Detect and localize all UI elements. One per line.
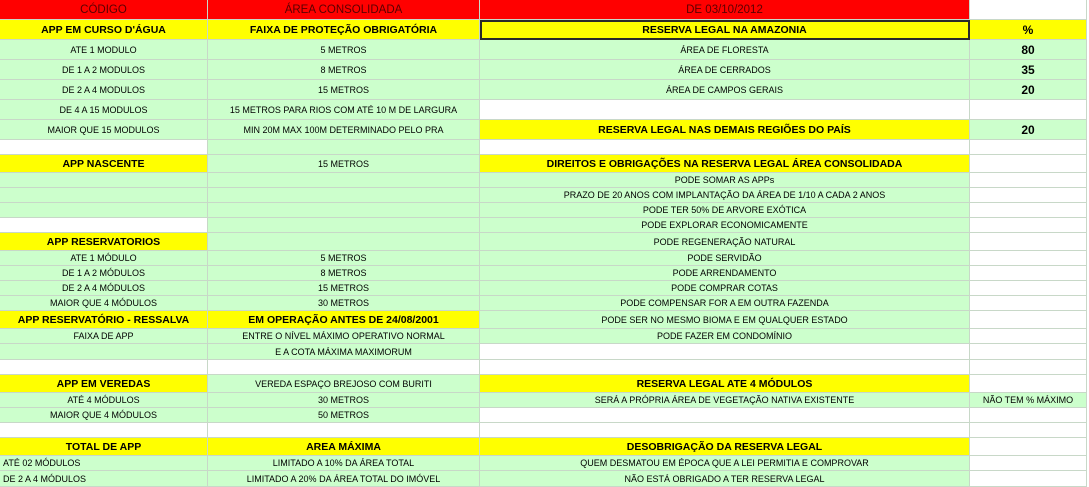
table-row — [0, 218, 1089, 233]
cell-col-a[interactable]: APP EM VEREDAS — [0, 375, 208, 393]
cell-col-a[interactable] — [0, 140, 208, 155]
cell-col-d[interactable] — [970, 173, 1087, 188]
cell-col-d[interactable]: NÃO TEM % MÁXIMO — [970, 393, 1087, 408]
cell-col-d[interactable] — [970, 218, 1087, 233]
cell-col-b[interactable]: 30 METROS — [208, 296, 480, 311]
header-cell-date[interactable]: DE 03/10/2012 — [480, 0, 970, 20]
table-row — [0, 471, 1089, 487]
cell-col-c[interactable] — [480, 344, 970, 360]
cell-col-d[interactable] — [970, 423, 1087, 438]
cell-col-d[interactable] — [970, 203, 1087, 218]
cell-col-d[interactable] — [970, 296, 1087, 311]
cell-col-a[interactable]: DE 2 A 4 MODULOS — [0, 80, 208, 100]
cell-col-b[interactable] — [208, 203, 480, 218]
cell-col-b[interactable]: ENTRE O NÍVEL MÁXIMO OPERATIVO NORMAL — [208, 329, 480, 344]
cell-col-d[interactable] — [970, 471, 1087, 487]
cell-col-b[interactable]: MIN 20M MAX 100M DETERMINADO PELO PRA — [208, 120, 480, 140]
cell-col-a[interactable]: ATÉ 4 MÓDULOS — [0, 393, 208, 408]
cell-col-b[interactable]: 15 METROS PARA RIOS COM ATÉ 10 M DE LARGURA — [208, 100, 480, 120]
cell-col-b[interactable]: LIMITADO A 20% DA ÁREA TOTAL DO IMÓVEL — [208, 471, 480, 487]
table-row — [0, 140, 1089, 155]
cell-col-a[interactable]: ATE 1 MÓDULO — [0, 251, 208, 266]
cell-col-a[interactable]: APP NASCENTE — [0, 155, 208, 173]
cell-col-b[interactable] — [208, 173, 480, 188]
cell-col-a[interactable] — [0, 218, 208, 233]
cell-col-a[interactable] — [0, 188, 208, 203]
cell-col-b[interactable]: AREA MÁXIMA — [208, 438, 480, 456]
table-row — [0, 251, 1089, 266]
table-row — [0, 266, 1089, 281]
header-cell-area-consolidada[interactable]: ÁREA CONSOLIDADA — [208, 0, 480, 20]
table-row — [0, 40, 1089, 60]
cell-col-c[interactable]: RESERVA LEGAL NAS DEMAIS REGIÕES DO PAÍS — [480, 120, 970, 140]
cell-col-b[interactable]: FAIXA DE PROTEÇÃO OBRIGATÓRIA — [208, 20, 480, 40]
cell-col-a[interactable]: TOTAL DE APP — [0, 438, 208, 456]
cell-col-a[interactable]: DE 1 A 2 MODULOS — [0, 60, 208, 80]
cell-col-c[interactable] — [480, 100, 970, 120]
cell-col-d[interactable] — [970, 329, 1087, 344]
cell-col-c[interactable]: PODE FAZER EM CONDOMÍNIO — [480, 329, 970, 344]
table-row — [0, 360, 1089, 375]
cell-col-a[interactable]: FAIXA DE APP — [0, 329, 208, 344]
cell-col-a[interactable]: APP RESERVATORIOS — [0, 233, 208, 251]
cell-col-d[interactable]: 20 — [970, 80, 1087, 100]
cell-col-d[interactable] — [970, 408, 1087, 423]
table-row — [0, 393, 1089, 408]
table-row — [0, 60, 1089, 80]
table-row — [0, 375, 1089, 393]
cell-col-d[interactable] — [970, 188, 1087, 203]
cell-col-a[interactable] — [0, 173, 208, 188]
cell-col-d[interactable] — [970, 100, 1087, 120]
cell-col-c[interactable]: PODE SOMAR AS APPs — [480, 173, 970, 188]
cell-col-c[interactable] — [480, 423, 970, 438]
table-row — [0, 438, 1089, 456]
cell-col-d[interactable] — [970, 155, 1087, 173]
cell-col-a[interactable]: MAIOR QUE 15 MODULOS — [0, 120, 208, 140]
table-row — [0, 456, 1089, 471]
cell-col-b[interactable] — [208, 218, 480, 233]
cell-col-d[interactable]: 20 — [970, 120, 1087, 140]
cell-col-d[interactable] — [970, 360, 1087, 375]
cell-col-b[interactable]: 8 METROS — [208, 60, 480, 80]
cell-col-a[interactable]: DE 1 A 2 MÓDULOS — [0, 266, 208, 281]
cell-col-b[interactable] — [208, 423, 480, 438]
cell-col-c[interactable]: PODE TER 50% DE ARVORE EXÓTICA — [480, 203, 970, 218]
cell-col-b[interactable]: 50 METROS — [208, 408, 480, 423]
cell-col-d[interactable] — [970, 251, 1087, 266]
cell-col-a[interactable]: MAIOR QUE 4 MÓDULOS — [0, 296, 208, 311]
table-row — [0, 423, 1089, 438]
table-row — [0, 329, 1089, 344]
cell-col-b[interactable] — [208, 140, 480, 155]
table-row — [0, 80, 1089, 100]
cell-col-a[interactable]: DE 2 A 4 MÓDULOS — [0, 281, 208, 296]
cell-col-a[interactable] — [0, 344, 208, 360]
cell-col-b[interactable] — [208, 188, 480, 203]
cell-col-a[interactable]: DE 4 A 15 MODULOS — [0, 100, 208, 120]
cell-col-a[interactable]: APP EM CURSO D'ÁGUA — [0, 20, 208, 40]
cell-col-c[interactable]: DIREITOS E OBRIGAÇÕES NA RESERVA LEGAL ÁREA CONSOLIDADA — [480, 155, 970, 173]
cell-col-b[interactable]: LIMITADO A 10% DA ÁREA TOTAL — [208, 456, 480, 471]
cell-col-c[interactable]: PODE EXPLORAR ECONOMICAMENTE — [480, 218, 970, 233]
cell-col-c[interactable]: RESERVA LEGAL ATE 4 MÓDULOS — [480, 375, 970, 393]
cell-col-b[interactable]: EM OPERAÇÃO ANTES DE 24/08/2001 — [208, 311, 480, 329]
cell-col-c[interactable]: PODE ARRENDAMENTO — [480, 266, 970, 281]
table-row — [0, 155, 1089, 173]
cell-col-d[interactable]: % — [970, 20, 1087, 40]
cell-col-a[interactable] — [0, 203, 208, 218]
table-row — [0, 100, 1089, 120]
cell-col-d[interactable]: 35 — [970, 60, 1087, 80]
cell-col-c[interactable]: ÁREA DE FLORESTA — [480, 40, 970, 60]
cell-col-b[interactable]: 15 METROS — [208, 281, 480, 296]
cell-col-b[interactable]: 5 METROS — [208, 251, 480, 266]
cell-col-b[interactable]: 15 METROS — [208, 155, 480, 173]
cell-col-b[interactable]: 8 METROS — [208, 266, 480, 281]
cell-col-c[interactable] — [480, 140, 970, 155]
cell-col-d[interactable] — [970, 311, 1087, 329]
cell-col-b[interactable]: 30 METROS — [208, 393, 480, 408]
cell-col-c[interactable] — [480, 408, 970, 423]
cell-col-b[interactable] — [208, 360, 480, 375]
cell-col-c[interactable]: NÃO ESTÁ OBRIGADO A TER RESERVA LEGAL — [480, 471, 970, 487]
cell-col-c[interactable]: PODE COMPRAR COTAS — [480, 281, 970, 296]
cell-col-b[interactable]: 15 METROS — [208, 80, 480, 100]
cell-col-b[interactable]: E A COTA MÁXIMA MAXIMORUM — [208, 344, 480, 360]
table-row — [0, 173, 1089, 188]
cell-col-c[interactable]: PODE SERVIDÃO — [480, 251, 970, 266]
cell-col-c[interactable]: SERÁ A PRÓPRIA ÁREA DE VEGETAÇÃO NATIVA EXISTENTE — [480, 393, 970, 408]
cell-col-c[interactable]: RESERVA LEGAL NA AMAZONIA — [480, 20, 970, 40]
cell-col-d[interactable] — [970, 375, 1087, 393]
table-row — [0, 120, 1089, 140]
cell-col-d[interactable] — [970, 281, 1087, 296]
table-row — [0, 203, 1089, 218]
cell-col-c[interactable]: PRAZO DE 20 ANOS COM IMPLANTAÇÃO DA ÁREA DE 1/10 A CADA 2 ANOS — [480, 188, 970, 203]
cell-col-c[interactable]: PODE REGENERAÇÃO NATURAL — [480, 233, 970, 251]
header-cell-codigo[interactable]: CÓDIGO — [0, 0, 208, 20]
cell-col-d[interactable] — [970, 456, 1087, 471]
table-row — [0, 344, 1089, 360]
cell-col-c[interactable]: PODE COMPENSAR FOR A EM OUTRA FAZENDA — [480, 296, 970, 311]
cell-col-c[interactable]: PODE SER NO MESMO BIOMA E EM QUALQUER ESTADO — [480, 311, 970, 329]
cell-col-a[interactable]: DE 2 A 4 MÓDULOS — [0, 471, 208, 487]
table-row — [0, 188, 1089, 203]
cell-col-b[interactable] — [208, 233, 480, 251]
table-row — [0, 408, 1089, 423]
cell-col-d[interactable] — [970, 344, 1087, 360]
cell-col-d[interactable] — [970, 266, 1087, 281]
cell-col-d[interactable]: 80 — [970, 40, 1087, 60]
table-row — [0, 296, 1089, 311]
table-row — [0, 311, 1089, 329]
cell-col-a[interactable]: ATE 1 MODULO — [0, 40, 208, 60]
table-row — [0, 281, 1089, 296]
header-cell-blank[interactable] — [970, 0, 1087, 20]
cell-col-a[interactable] — [0, 360, 208, 375]
cell-col-a[interactable]: ATÉ 02 MÓDULOS — [0, 456, 208, 471]
cell-col-c[interactable]: DESOBRIGAÇÃO DA RESERVA LEGAL — [480, 438, 970, 456]
cell-col-c[interactable]: QUEM DESMATOU EM ÉPOCA QUE A LEI PERMITIA E COMPROVAR — [480, 456, 970, 471]
cell-col-d[interactable] — [970, 233, 1087, 251]
table-row — [0, 20, 1089, 40]
cell-col-a[interactable]: MAIOR QUE 4 MÓDULOS — [0, 408, 208, 423]
cell-col-a[interactable] — [0, 423, 208, 438]
cell-col-d[interactable] — [970, 438, 1087, 456]
cell-col-d[interactable] — [970, 140, 1087, 155]
cell-col-c[interactable]: ÁREA DE CERRADOS — [480, 60, 970, 80]
header-row — [0, 0, 1089, 20]
cell-col-a[interactable]: APP RESERVATÓRIO - RESSALVA — [0, 311, 208, 329]
table-row — [0, 233, 1089, 251]
cell-col-c[interactable]: ÁREA DE CAMPOS GERAIS — [480, 80, 970, 100]
cell-col-b[interactable]: VEREDA ESPAÇO BREJOSO COM BURITI — [208, 375, 480, 393]
cell-col-c[interactable] — [480, 360, 970, 375]
cell-col-b[interactable]: 5 METROS — [208, 40, 480, 60]
